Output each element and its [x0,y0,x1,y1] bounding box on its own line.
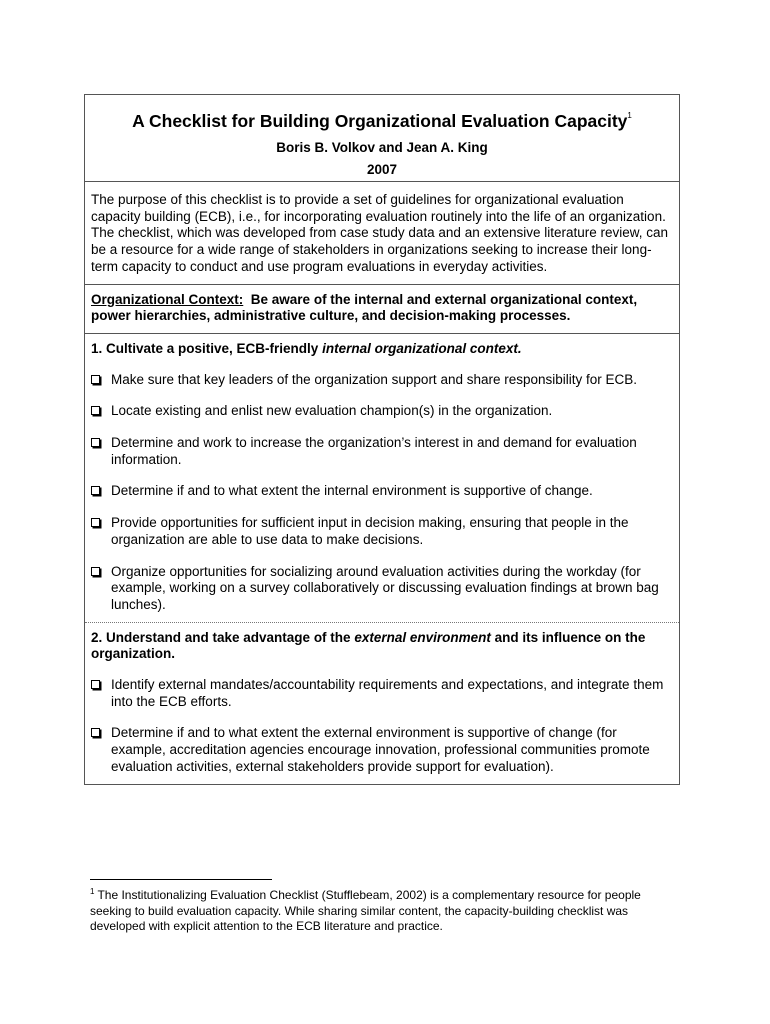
footnote-divider [90,879,272,880]
checkbox-icon [91,438,100,447]
checkbox-icon [91,486,100,495]
section-1-heading-emphasis: internal organizational context. [322,340,522,356]
title-section [85,95,679,182]
checkbox-icon [91,567,100,576]
section-1-heading-text: 1. Cultivate a positive, ECB-friendly [91,340,319,356]
section-1-heading [91,341,673,358]
context-label: Organizational Context: [91,291,244,307]
checkbox-icon [91,375,100,384]
checklist-item-text: Organize opportunities for socializing around evaluation activities during the workday (for example, working on a survey collaboratively or discussing evaluation findings at brown bag lunches). [111,563,659,612]
checklist-item-text: Locate existing and enlist new evaluation champion(s) in the organization. [111,403,553,419]
footnote-text: The Institutionalizing Evaluation Checklist (Stufflebeam, 2002) is a complementary resource for people seeking to build evaluation capacity. While sharing similar content, the capacity-building checklist was developed with explicit attention to the ECB literature and practice. [90,888,641,933]
section-external-environment [85,623,679,784]
organizational-context [85,285,679,334]
checklist-item [91,483,673,500]
section-2-heading [91,630,673,663]
checklist-item [91,403,673,420]
checklist-item [91,372,673,389]
checkbox-icon [91,518,100,527]
checkbox-icon [91,680,100,689]
checklist-item [91,515,673,548]
checklist-item-text: Determine if and to what extent the external environment is supportive of change (for example, accreditation agencies encourage innovation, professional communities promote evaluation activities, external stakeholders provide support for evaluation). [111,725,650,774]
checkbox-icon [91,728,100,737]
checklist-item-text: Provide opportunities for sufficient input in decision making, ensuring that people in the organization are able to use data to make decisions. [111,515,629,547]
authors: Boris B. Volkov and Jean A. King [276,140,488,155]
checklist-item [91,564,673,614]
section-internal-context [85,334,679,623]
purpose-paragraph: The purpose of this checklist is to provide a set of guidelines for organizational evaluation capacity building (ECB), i.e., for incorporating evaluation routinely into the life of an organization. The checklist, which was developed from case study data and an extensive literature review, can be a resource for a wide range of stakeholders in organizations seeking to increase their long-term capacity to conduct and use program evaluations in everyday activities. [85,182,679,285]
checklist-item [91,725,673,775]
checklist-item-text: Identify external mandates/accountability requirements and expectations, and integrate them into the ECB efforts. [111,677,664,709]
checklist-item-text: Determine and work to increase the organization’s interest in and demand for evaluation information. [111,435,637,467]
document-title [89,105,675,132]
title-footnote-mark: 1 [627,111,632,120]
section-2-heading-suffix: and its influence on the organization. [91,629,646,662]
context-text: Be aware of the internal and external organizational context, power hierarchies, administrative culture, and decision-making processes. [91,291,638,324]
document-title-text: A Checklist for Building Organizational Evaluation Capacity [132,111,628,131]
checklist-item-text: Determine if and to what extent the internal environment is supportive of change. [111,483,593,499]
checkbox-icon [91,406,100,415]
checklist-item-text: Make sure that key leaders of the organization support and share responsibility for ECB. [111,371,638,387]
section-2-heading-emphasis: external environment [354,629,491,645]
checklist-item [91,435,673,468]
footnote [90,884,680,935]
checklist-table [84,94,680,785]
section-2-heading-text: 2. Understand and take advantage of the [91,629,351,645]
publication-year: 2007 [366,162,398,177]
checklist-item [91,677,673,710]
footnote-mark: 1 [90,887,95,896]
